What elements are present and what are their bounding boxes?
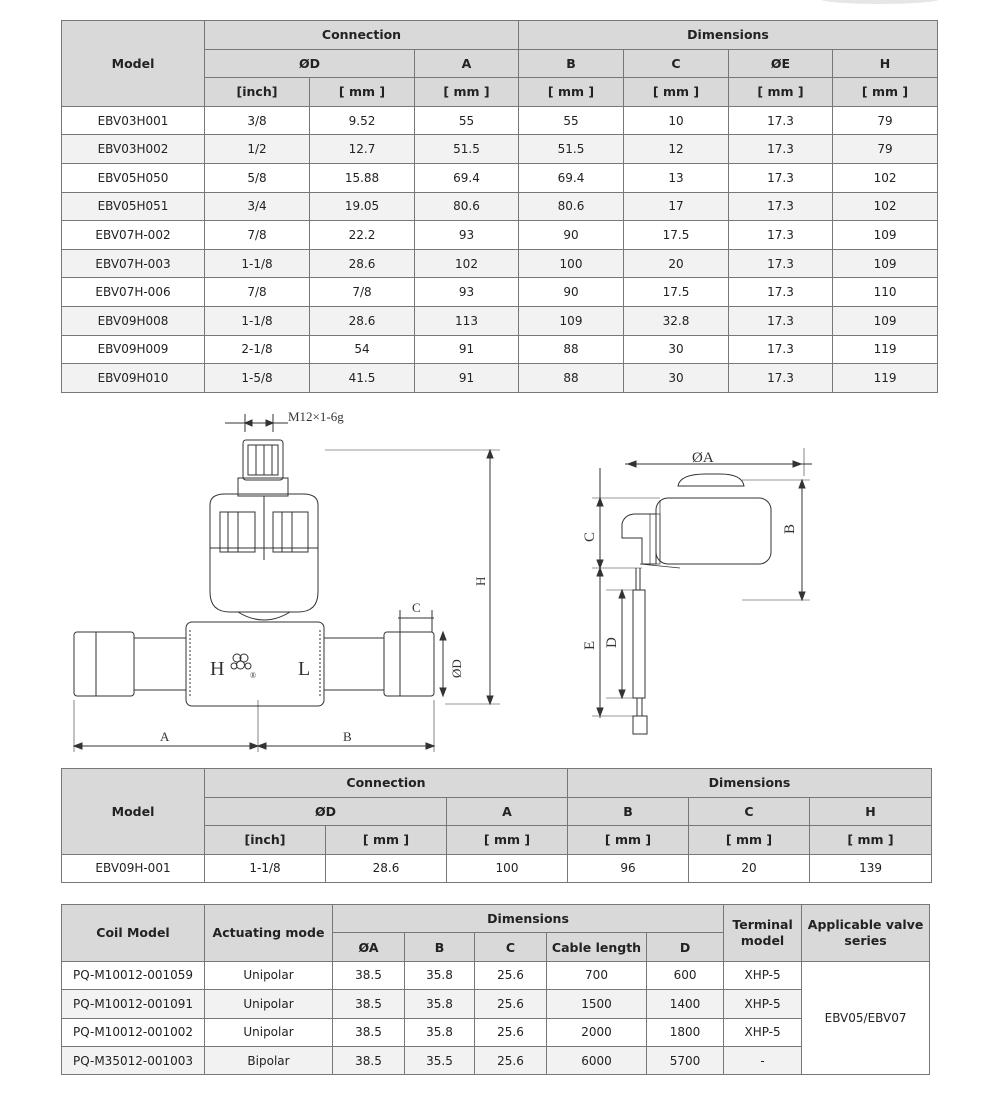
table-cell: 102 [833,163,938,192]
header-model: Model [62,769,205,855]
table-cell: 17.3 [729,163,833,192]
table-cell: 13 [624,163,729,192]
unit-mm: [ mm ] [326,826,447,855]
header-dimensions: Dimensions [568,769,932,798]
dim-d-label: ØD [449,659,464,678]
unit-inch: [inch] [205,826,326,855]
table-cell: 7/8 [310,278,415,307]
dim-b-label: B [343,729,352,744]
table-row [62,306,938,335]
table-cell: 10 [624,106,729,135]
table-cell: 79 [833,135,938,164]
table-cell: 25.6 [475,961,547,989]
table-cell: EBV03H001 [62,106,205,135]
table-row [62,278,938,307]
table-cell: 30 [624,335,729,364]
table-row [62,221,938,250]
table-cell: 2000 [547,1018,647,1046]
unit-mm: [ mm ] [447,826,568,855]
valve-drawing [60,400,520,760]
table-cell: 17.3 [729,135,833,164]
table-cell: Unipolar [205,1018,333,1046]
table-row [62,163,938,192]
header-c: C [475,933,547,961]
header-series-line1: Applicable valve [807,916,924,932]
header-b: B [519,49,624,78]
table-cell: 1-1/8 [205,854,326,883]
table-cell: EBV05H050 [62,163,205,192]
dim-d-label: D [604,637,620,648]
unit-mm: [ mm ] [689,826,810,855]
table-cell: EBV09H-001 [62,854,205,883]
unit-mm: [ mm ] [624,78,729,107]
table-cell: 17.3 [729,364,833,393]
header-coil-model: Coil Model [62,905,205,962]
table-cell: 51.5 [415,135,519,164]
table-cell: 100 [447,854,568,883]
registered-mark: ® [250,671,257,680]
unit-mm: [ mm ] [729,78,833,107]
header-a: A [415,49,519,78]
header-terminal-model [724,905,802,962]
table-cell: 90 [519,278,624,307]
table-cell: 32.8 [624,306,729,335]
unit-mm: [ mm ] [310,78,415,107]
table-cell: EBV09H008 [62,306,205,335]
table-cell: 17.3 [729,221,833,250]
unit-inch: [inch] [205,78,310,107]
table-cell: PQ-M10012-001091 [62,990,205,1018]
table-row [62,192,938,221]
table-cell: 5/8 [205,163,310,192]
table-cell: 41.5 [310,364,415,393]
header-terminal-line2: model [740,932,785,948]
table-cell: 38.5 [333,1046,405,1074]
table-cell: 700 [547,961,647,989]
unit-mm: [ mm ] [810,826,932,855]
table-cell: 91 [415,335,519,364]
table-cell: 55 [519,106,624,135]
table-cell: 17.3 [729,278,833,307]
outlet-label: L [298,658,311,680]
header-applicable-series [802,905,930,962]
table-cell: XHP-5 [724,1018,802,1046]
table-cell: 1400 [647,990,724,1018]
table-cell: EBV07H-002 [62,221,205,250]
inlet-label: H [210,658,225,680]
table-cell: 79 [833,106,938,135]
header-dimensions: Dimensions [333,905,724,933]
header-d: D [647,933,724,961]
table-cell: 1800 [647,1018,724,1046]
table-cell: 20 [624,249,729,278]
header-b: B [405,933,475,961]
table-cell: 91 [415,364,519,393]
table-cell: EBV09H010 [62,364,205,393]
valve-dimensions-table [61,20,938,393]
table-cell: 17.3 [729,106,833,135]
table-cell: EBV03H002 [62,135,205,164]
table-cell: 25.6 [475,1018,547,1046]
table-cell: 30 [624,364,729,393]
table-cell: 88 [519,364,624,393]
table-cell: 19.05 [310,192,415,221]
header-c: C [689,797,810,826]
table-cell: EBV09H009 [62,335,205,364]
table-cell: 55 [415,106,519,135]
header-od: ØD [205,49,415,78]
dim-oa-label: ØA [692,450,714,466]
table-cell: 102 [833,192,938,221]
table-row [62,1018,930,1046]
unit-mm: [ mm ] [568,826,689,855]
table-cell: EBV05H051 [62,192,205,221]
table-cell: 96 [568,854,689,883]
header-a: A [447,797,568,826]
table-cell: 2-1/8 [205,335,310,364]
table-cell: 90 [519,221,624,250]
header-series-line2: series [844,932,887,948]
dim-e-label: E [582,640,598,650]
table-cell: 12 [624,135,729,164]
table-cell: 17.3 [729,249,833,278]
table-cell: 35.8 [405,990,475,1018]
header-dimensions: Dimensions [519,21,938,50]
table-cell: 6000 [547,1046,647,1074]
applicable-series-cell: EBV05/EBV07 [802,961,930,1075]
table-cell: 17.3 [729,335,833,364]
table-cell: 54 [310,335,415,364]
header-cable-length: Cable length [547,933,647,961]
table-cell: 35.5 [405,1046,475,1074]
dim-c-label: C [412,600,421,615]
table-cell: 35.8 [405,961,475,989]
table-cell: 3/8 [205,106,310,135]
table-cell: 38.5 [333,961,405,989]
table-cell: Bipolar [205,1046,333,1074]
table-cell: 119 [833,364,938,393]
table-cell: 38.5 [333,990,405,1018]
decorative-shadow [820,0,940,4]
table-cell: 113 [415,306,519,335]
table-body [62,106,938,392]
dim-b-label: B [782,523,798,534]
unit-mm: [ mm ] [833,78,938,107]
table-cell: 20 [689,854,810,883]
table-cell: 28.6 [310,306,415,335]
table-row [62,1046,930,1074]
header-h: H [833,49,938,78]
table-row [62,990,930,1018]
table-cell: 17.3 [729,192,833,221]
table-cell: 25.6 [475,1046,547,1074]
table-cell: 119 [833,335,938,364]
table-cell: 109 [833,221,938,250]
table-cell: 1-5/8 [205,364,310,393]
header-c: C [624,49,729,78]
table-cell: Unipolar [205,990,333,1018]
brand-logo-icon [231,654,251,669]
thread-label: M12×1-6g [288,409,344,424]
table-cell: PQ-M35012-001003 [62,1046,205,1074]
table-cell: 17.5 [624,278,729,307]
table-cell: 93 [415,221,519,250]
table-cell: 1-1/8 [205,249,310,278]
table-cell: 102 [415,249,519,278]
table-cell: 1/2 [205,135,310,164]
table-cell: 17.5 [624,221,729,250]
header-oa: ØA [333,933,405,961]
dim-c-label: C [582,531,598,542]
table-cell: 1500 [547,990,647,1018]
table-cell: 7/8 [205,221,310,250]
table-row [62,364,938,393]
table-cell: 5700 [647,1046,724,1074]
table-cell: 109 [833,306,938,335]
header-od: ØD [205,797,447,826]
table-row [62,106,938,135]
table-cell: 88 [519,335,624,364]
header-connection: Connection [205,21,519,50]
table-cell: 80.6 [519,192,624,221]
unit-mm: [ mm ] [519,78,624,107]
table-cell: 69.4 [415,163,519,192]
table-cell: 139 [810,854,932,883]
table-cell: 15.88 [310,163,415,192]
table-cell: EBV07H-006 [62,278,205,307]
table-body [62,961,930,1075]
header-model: Model [62,21,205,107]
table-cell: 80.6 [415,192,519,221]
table-cell: 100 [519,249,624,278]
table-cell: 3/4 [205,192,310,221]
table-cell: 109 [519,306,624,335]
dim-a-label: A [160,729,170,744]
table-cell: 17.3 [729,306,833,335]
table-cell: 93 [415,278,519,307]
table-cell: 109 [833,249,938,278]
header-connection: Connection [205,769,568,798]
table-cell: 600 [647,961,724,989]
header-actuating-mode: Actuating mode [205,905,333,962]
table-cell: 25.6 [475,990,547,1018]
table-cell: 51.5 [519,135,624,164]
table-cell: - [724,1046,802,1074]
table-cell: 28.6 [326,854,447,883]
table-row [62,135,938,164]
table-cell: 28.6 [310,249,415,278]
header-oe: ØE [729,49,833,78]
table-cell: 1-1/8 [205,306,310,335]
table-row [62,854,932,883]
table-cell: 9.52 [310,106,415,135]
unit-mm: [ mm ] [415,78,519,107]
table-row [62,335,938,364]
ebv09-dimensions-table [61,768,932,883]
table-cell: 17 [624,192,729,221]
coil-drawing [580,438,820,748]
header-h: H [810,797,932,826]
table-cell: EBV07H-003 [62,249,205,278]
table-body [62,854,932,883]
table-cell: XHP-5 [724,990,802,1018]
table-cell: 35.8 [405,1018,475,1046]
coil-table [61,904,930,1075]
table-cell: PQ-M10012-001059 [62,961,205,989]
table-cell: 12.7 [310,135,415,164]
table-cell: 69.4 [519,163,624,192]
header-b: B [568,797,689,826]
table-row [62,249,938,278]
table-cell: 7/8 [205,278,310,307]
table-cell: XHP-5 [724,961,802,989]
header-terminal-line1: Terminal [732,916,793,932]
table-row [62,961,930,989]
table-cell: PQ-M10012-001002 [62,1018,205,1046]
table-cell: 110 [833,278,938,307]
table-cell: 22.2 [310,221,415,250]
table-cell: 38.5 [333,1018,405,1046]
table-cell: Unipolar [205,961,333,989]
dim-h-label: H [473,576,488,586]
